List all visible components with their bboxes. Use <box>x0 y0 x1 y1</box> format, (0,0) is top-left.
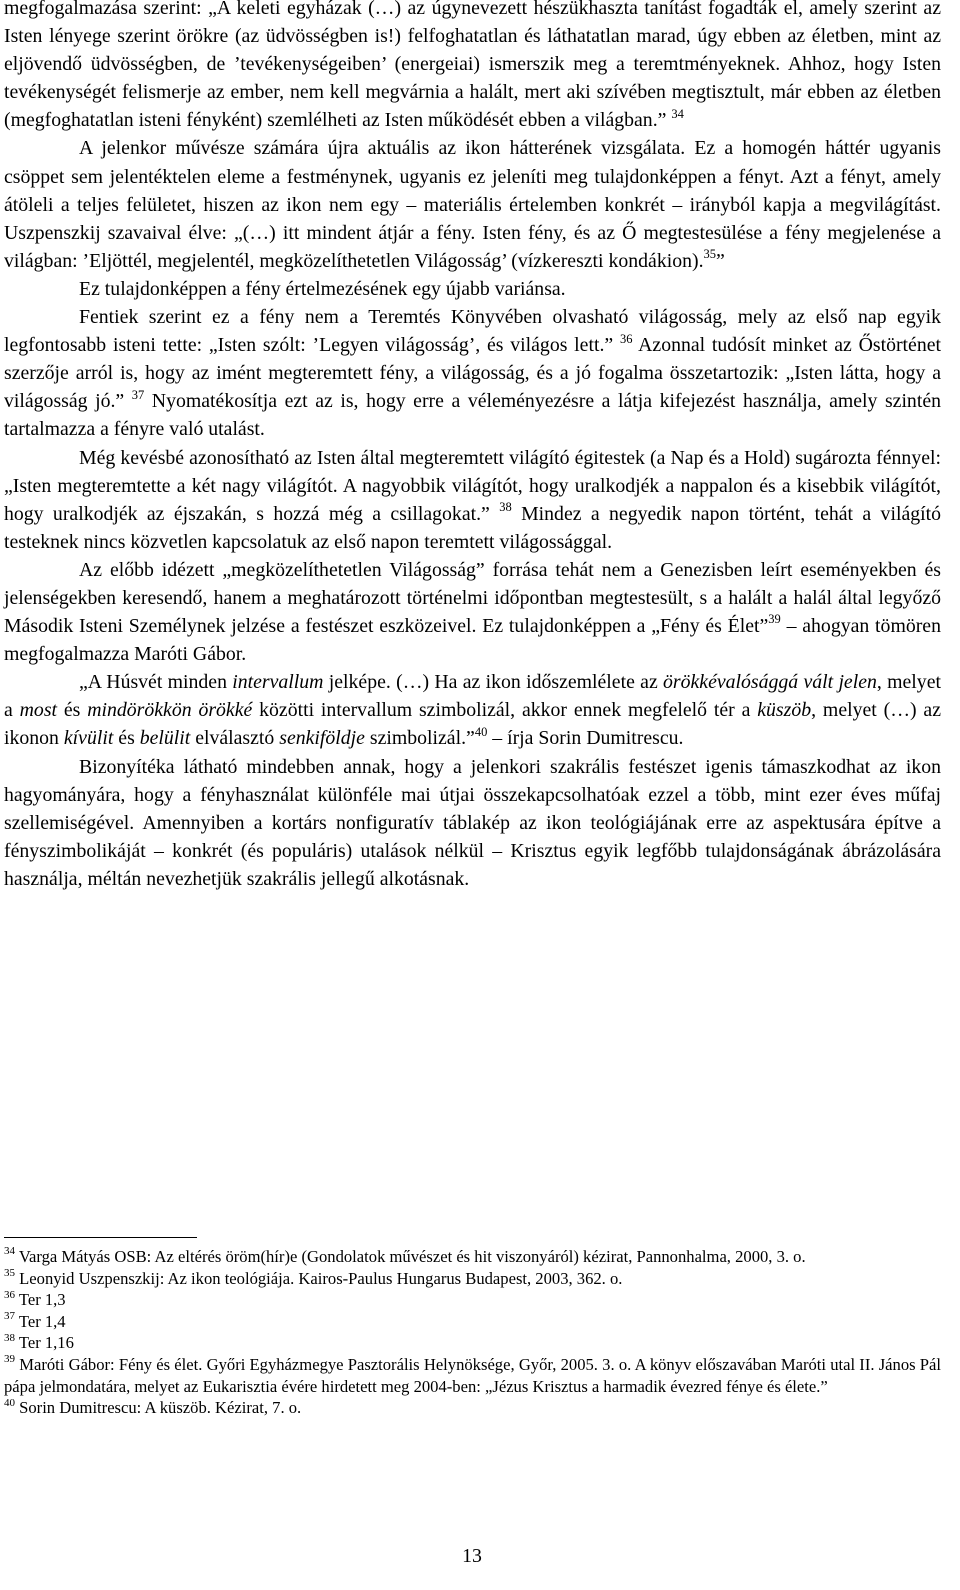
footnote-text: Varga Mátyás OSB: Az eltérés öröm(hír)e (Gondolatok művészet és hit viszonyáról) kézirat, Pannonhalma, 2000, 3. o. <box>15 1247 806 1266</box>
italic-text: örökkévalósággá vált jelen <box>663 671 877 694</box>
footnote-text: Ter 1,3 <box>15 1290 66 1310</box>
footnote-number: 39 <box>4 1353 15 1366</box>
text-run: megfogalmazása szerint: „A keleti egyházak (…) az úgynevezett hészükhaszta tanítást fogadták el, amely szerint az Isten lényege szerint örökre (az üdvösségben is!) felfoghatatlan és láthatatlan marad, úgy ebben az életben, mint az eljövendő üdvösségben, de ’tevékenységeiben’ (energeiai) ismerszik meg a teremtményeknek. Ahhoz, hogy Isten tevékenységét felismerje az ember, nem kell megvárnia a halált, mert aki szívében megtisztult, már ebben az életben (megfoghatatlan isteni fényként) szemlélheti az Isten működését ebben a világban.” <box>4 0 941 132</box>
footnote-reference: 40 <box>474 724 488 739</box>
text-run: ” <box>716 249 725 272</box>
text-run: jelképe. (…) Ha az ikon időszemlélete az <box>323 671 664 694</box>
footnote-text: Leonyid Uszpenszkij: Az ikon teológiája. Kairos-Paulus Hungarus Budapest, 2003, 362. o. <box>15 1268 623 1288</box>
text-run: és <box>57 699 88 722</box>
italic-text: intervallum <box>232 671 324 694</box>
footnote-reference: 38 <box>499 500 512 515</box>
text-run: és <box>113 727 140 750</box>
footnote <box>4 1311 941 1333</box>
text-run: – írja Sorin Dumitrescu. <box>487 727 684 750</box>
footnote-reference: 39 <box>768 612 781 627</box>
footnote <box>4 1332 941 1354</box>
footnote-text: Ter 1,4 <box>15 1311 66 1331</box>
text-run: Bizonyítéka látható mindebben annak, hogy a jelenkori szakrális festészet igenis támaszkodhat az ikon hagyományára, hogy a fényhasználat különféle mai útjai összekapcsolhatóak ezzel a több, mint ezer éves műfaj szellemiségével. Amennyiben a kortárs nonfiguratív táblakép az ikon teológiájának erre az aspektusára építve a fényszimbolikáját – konkrét (és populáris) utalások nélkül – Krisztus egyik legfőbb tulajdonságának ábrázolására használja, méltán nevezhetjük szakrális jellegű alkotásnak. <box>4 755 941 890</box>
paragraph <box>4 275 941 303</box>
italic-text: kívülit <box>63 727 114 750</box>
text-run: Nyomatékosítja ezt az is, hogy erre a véleményezésre a látja kifejezést használja, amely szintén tartalmazza a fényre való utalást. <box>4 390 941 441</box>
text-run: Az előbb idézett „megközelíthetetlen Világosság” forrása tehát nem a Genezisben leírt eseményekben és jelenségekben keresendő, hanem a meghatározott történelmi időpontban megtestesült, s a halált a halál által legyőző Második Isteni Személynek jelzése a festészet eszközeivel. Ez tulajdonképpen a „Fény és Élet” <box>4 558 941 638</box>
paragraph <box>4 134 941 274</box>
text-run: A jelenkor művésze számára újra aktuális az ikon hátterének vizsgálata. Ez a homogén háttér ugyanis csöppet sem jelentéktelen eleme a festménynek, ugyanis ez jeleníti meg tulajdonképpen a fényt. Azt a fényt, amely átöleli a teljes felületet, hiszen az ikon nem egy – materiális értelemben konkrét – irányból kapja a megvilágítást. Uszpenszkij szavaival élve: „(…) itt mindent átjár a fény. Isten fény, és az Ő megtestesülése a fény megjelenése a világban: ’Eljöttél, megjelentél, megközelíthetetlen Világosság’ (vízkereszti kondákion). <box>4 137 941 272</box>
text-run: , melyet a <box>4 671 941 722</box>
italic-text: mindörökkön örökké <box>87 699 253 722</box>
italic-text: belülit <box>139 727 191 750</box>
text-run: Mindez a negyedik napon történt, tehát a világító testeknek nincs közvetlen kapcsolatuk az első napon teremtett világossággal. <box>4 502 941 553</box>
text-run: Még kevésbé azonosítható az Isten által megteremtett világító égitestek (a Nap és a Hold) sugározta fénnyel: „Isten megteremtette a két nagy világítót. A nagyobbik világítót, hogy uralkodjék a nappalon és a kisebbik világítót, hogy uralkodjék az éjszakán, s hozzá még a csillagokat.” <box>4 446 941 525</box>
footnote-separator <box>4 1237 197 1238</box>
text-run: Fentiek szerint ez a fény nem a Teremtés Könyvében olvasható világosság, mely az első nap egyik legfontosabb isteni tette: „Isten szólt: ’Legyen világosság’, és világos lett.” <box>4 306 941 357</box>
paragraph <box>4 753 941 893</box>
footnote-reference: 34 <box>671 106 684 121</box>
footnote-reference: 36 <box>619 331 633 346</box>
footnote <box>4 1289 941 1311</box>
text-run: „A Húsvét minden <box>79 671 233 694</box>
footnote-text: Maróti Gábor: Fény és élet. Győri Egyházmegye Pasztorális Helynöksége, Győr, 2005. 3. o. A könyv előszavában Maróti utal II. János Pál pápa jelmondatára, melyet az Eukarisztia évére hirdetett meg 2004-ben: „Jézus Krisztus a harmadik évezred fénye és élete.” <box>4 1354 941 1396</box>
footnote-number: 37 <box>4 1310 15 1323</box>
paragraph <box>4 556 941 668</box>
body-text <box>4 0 941 893</box>
text-run: Azonnal tudósít minket az Őstörténet szerzője arról is, hogy az imént megteremtett fény, a világosság, és a jó fogalma összetartozik: „Isten látta, hogy a világosság jó.” <box>4 334 941 413</box>
footnote-text: Sorin Dumitrescu: A küszöb. Kézirat, 7. o. <box>15 1398 302 1418</box>
footnote <box>4 1354 941 1397</box>
footnote-text: Ter 1,16 <box>15 1333 74 1353</box>
text-run: elválasztó <box>190 727 280 750</box>
footnote-number: 36 <box>4 1288 15 1301</box>
text-run: Ez tulajdonképpen a fény értelmezésének egy újabb variánsa. <box>79 277 566 300</box>
footnote-number: 34 <box>4 1245 15 1258</box>
text-run: , melyet (…) az ikonon <box>4 699 941 750</box>
footnote <box>4 1246 941 1268</box>
text-run: – ahogyan tömören megfogalmazza Maróti Gábor. <box>4 615 941 666</box>
italic-text: küszöb <box>757 699 812 722</box>
paragraph <box>4 0 941 134</box>
page-number: 13 <box>462 1545 482 1567</box>
italic-text: most <box>19 699 58 722</box>
footnote <box>4 1397 941 1419</box>
paragraph <box>4 668 941 752</box>
footnote-reference: 37 <box>131 387 145 402</box>
text-run: szimbolizál.” <box>364 727 475 750</box>
footnotes <box>4 1244 941 1419</box>
footnote <box>4 1268 941 1290</box>
footnote-reference: 35 <box>703 247 717 262</box>
text-run: közötti intervallum szimbolizál, akkor ennek megfelelő tér a <box>252 699 758 722</box>
footnote-number: 38 <box>4 1331 15 1344</box>
paragraph <box>4 303 941 443</box>
paragraph <box>4 444 941 556</box>
footnote-number: 35 <box>4 1267 15 1280</box>
italic-text: senkiföldje <box>279 727 365 750</box>
footnote-number: 40 <box>4 1396 15 1409</box>
